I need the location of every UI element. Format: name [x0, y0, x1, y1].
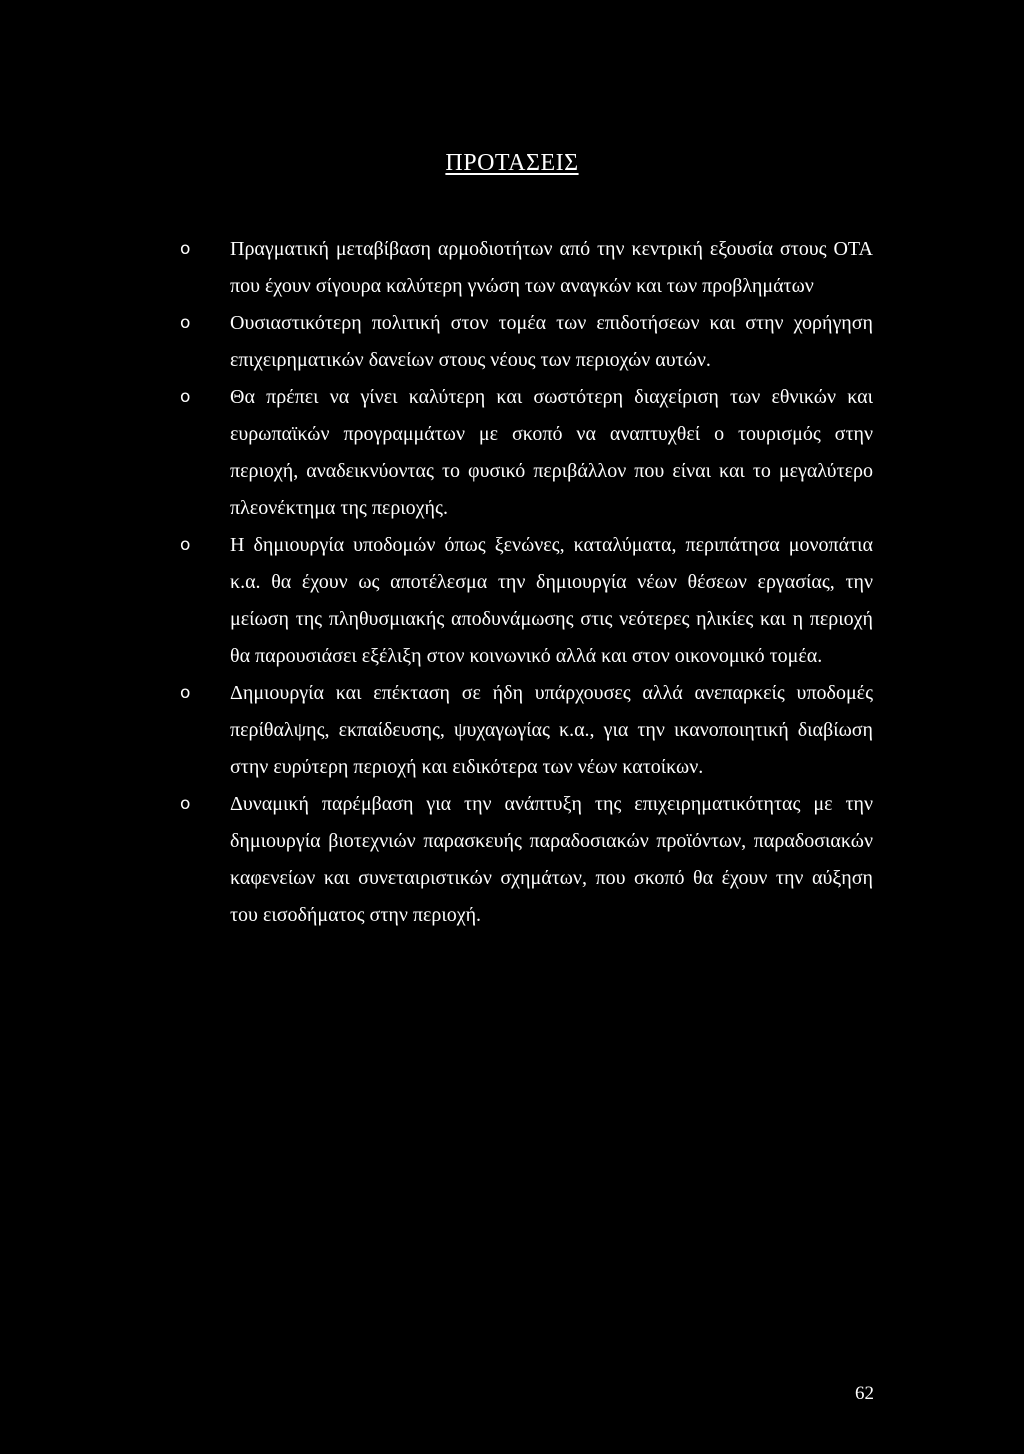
list-item [180, 231, 873, 305]
list-item-text: Δυναμική παρέμβαση για την ανάπτυξη της επιχειρηματικότητας με την δημιουργία βιοτεχνιών παρασκευής παραδοσιακών προϊόντων, παραδοσιακών καφενείων και συνεταιριστικών σχημάτων, που σκοπό θα έχουν την αύξηση του εισοδήματος στην περιοχή. [230, 793, 873, 926]
bullet-circle-icon: o [180, 387, 191, 407]
bullet-circle-icon: o [180, 239, 191, 259]
list-item [180, 786, 873, 934]
list-item [180, 379, 873, 527]
list-item-text: Θα πρέπει να γίνει καλύτερη και σωστότερη διαχείριση των εθνικών και ευρωπαϊκών προγραμμάτων με σκοπό να αναπτυχθεί ο τουρισμός στην περιοχή, αναδεικνύοντας το φυσικό περιβάλλον που είναι και το μεγαλύτερο πλεονέκτημα της περιοχής. [230, 386, 873, 519]
page-heading: ΠΡΟΤΑΣΕΙΣ [445, 150, 579, 176]
bullet-circle-icon: o [180, 683, 191, 703]
page-number: 62 [855, 1383, 874, 1404]
list-item-text: Ουσιαστικότερη πολιτική στον τομέα των επιδοτήσεων και στην χορήγηση επιχειρηματικών δανείων στους νέους των περιοχών αυτών. [230, 312, 873, 371]
list-item [180, 675, 873, 786]
list-item-text: Πραγματική μεταβίβαση αρμοδιοτήτων από την κεντρική εξουσία στους ΟΤΑ που έχουν σίγουρα καλύτερη γνώση των αναγκών και των προβλημάτων [230, 238, 873, 297]
bullet-circle-icon: o [180, 794, 191, 814]
proposals-list [180, 231, 873, 934]
list-item [180, 527, 873, 675]
bullet-circle-icon: o [180, 313, 191, 333]
list-item-text: Η δημιουργία υποδομών όπως ξενώνες, καταλύματα, περιπάτησα μονοπάτια κ.α. θα έχουν ως αποτέλεσμα την δημιουργία νέων θέσεων εργασίας, την μείωση της πληθυσμιακής αποδυνάμωσης στις νεότερες ηλικίες και η περιοχή θα παρουσιάσει εξέλιξη στον κοινωνικό αλλά και στον οικονομικό τομέα. [230, 534, 873, 667]
list-item-text: Δημιουργία και επέκταση σε ήδη υπάρχουσες αλλά ανεπαρκείς υποδομές περίθαλψης, εκπαίδευσης, ψυχαγωγίας κ.α., για την ικανοποιητική διαβίωση στην ευρύτερη περιοχή και ειδικότερα των νέων κατοίκων. [230, 682, 873, 778]
list-item [180, 305, 873, 379]
bullet-circle-icon: o [180, 535, 191, 555]
